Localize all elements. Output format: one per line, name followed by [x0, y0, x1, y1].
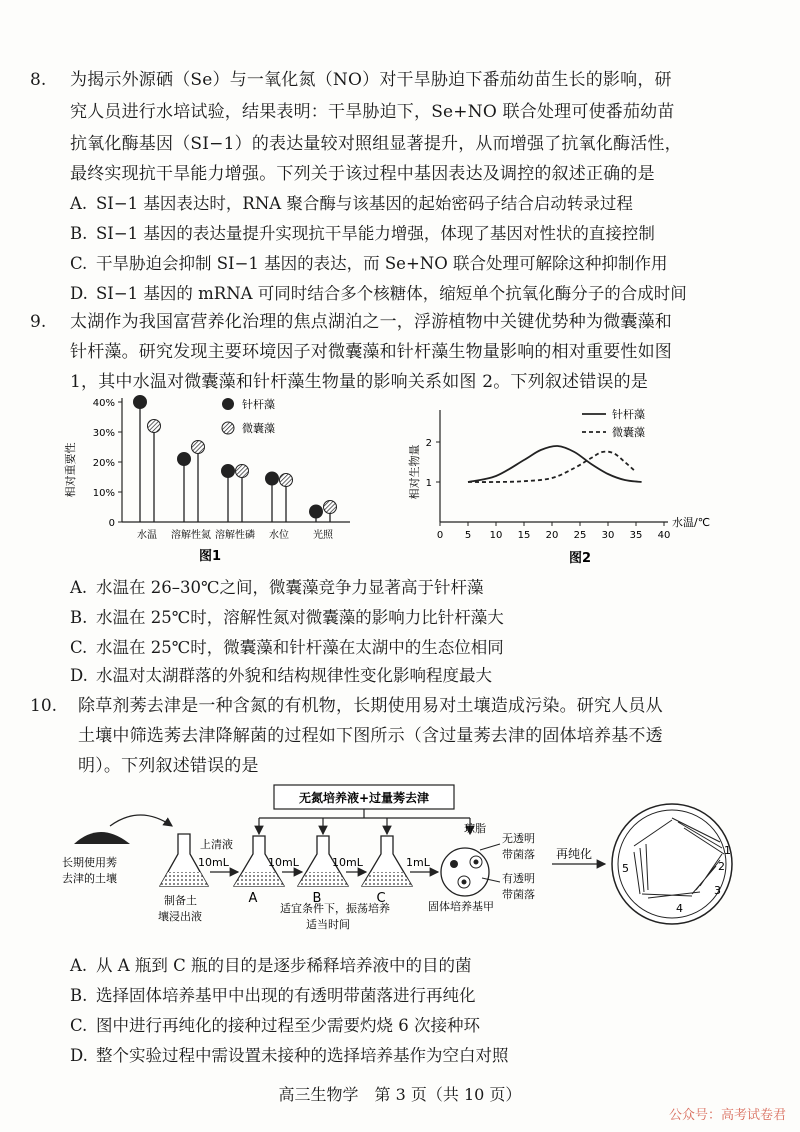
option-b — [70, 222, 655, 246]
option-d — [70, 282, 687, 306]
option-label: C. — [70, 638, 88, 657]
repurify-label: 再纯化 — [556, 847, 593, 861]
option-text: SI−1 基因的表达量提升实现抗干旱能力增强，体现了基因对性状的直接控制 — [96, 224, 655, 243]
culture-condition-label: 适宜条件下，振荡培养 — [280, 902, 390, 915]
option-text: SI−1 基因表达时，RNA 聚合酶与该基因的起始密码子结合启动转录过程 — [96, 194, 633, 213]
option-text: 选择固体培养基甲中出现的有透明带菌落进行再纯化 — [96, 986, 476, 1005]
watermark: 公众号：高考试卷君 — [668, 1108, 786, 1123]
medium-box-label: 无氮培养液+过量莠去津 — [298, 791, 430, 805]
option-c — [70, 636, 504, 660]
volume-label: 10mL — [268, 856, 299, 869]
fig1-point-weinangzao — [324, 501, 337, 514]
fig1-legend-solid-marker — [222, 398, 234, 410]
fig1-category-label: 水温 — [137, 530, 157, 541]
fig1-point-zhenganzao — [222, 465, 235, 478]
soil-pile-icon — [74, 832, 130, 844]
question-stem-line: 土壤中筛选莠去津降解菌的过程如下图所示（含过量莠去津的固体培养基不透 — [78, 726, 663, 746]
fig2-xtick-label: 5 — [464, 530, 472, 541]
streak-number: 5 — [622, 862, 629, 875]
fig2-legend-label: 微囊藻 — [612, 426, 645, 439]
culture-condition-label: 适当时间 — [306, 918, 350, 931]
volume-label: 1mL — [406, 856, 430, 869]
fig1-category-label: 溶解性磷 — [215, 530, 255, 541]
plate-callout: 无透明 — [502, 832, 535, 845]
question-number: 10. — [30, 696, 58, 716]
pointer-line — [480, 844, 500, 850]
fig2-xtick-label: 20 — [545, 530, 559, 541]
fig1-point-weinangzao — [192, 441, 205, 454]
fig1-point-weinangzao — [280, 474, 293, 487]
fig1-ylabel: 相对重要性 — [64, 442, 77, 498]
fig2-xtick-label: 35 — [629, 530, 643, 541]
option-text: 干旱胁迫会抑制 SI−1 基因的表达，而 Se+NO 联合处理可解除这种抑制作用 — [96, 254, 668, 273]
question-stem-line: 太湖作为我国富营养化治理的焦点湖泊之一，浮游植物中关键优势种为微囊藻和 — [70, 312, 672, 332]
fig1-ytick-label: 20% — [92, 458, 115, 469]
colony-no-halo — [450, 860, 458, 868]
option-b — [70, 984, 476, 1008]
fig1-ytick-label: 30% — [92, 428, 115, 439]
streak-plate — [612, 804, 732, 924]
fig2-caption: 图2 — [568, 551, 592, 566]
plate-callout: 带菌落 — [502, 848, 535, 861]
fig1-legend-label: 微囊藻 — [242, 422, 275, 435]
agar-label: 琼脂 — [464, 822, 486, 835]
fig1-point-zhenganzao — [310, 505, 323, 518]
flask-b-label: B — [312, 891, 322, 906]
question-stem-line: 针杆藻。研究发现主要环境因子对微囊藻和针杆藻生物量影响的相对重要性如图 — [70, 342, 672, 362]
page-footer: 高三生物学 第 3 页（共 10 页） — [278, 1085, 522, 1104]
question-stem-line: 最终实现抗干旱能力增强。下列关于该过程中基因表达及调控的叙述正确的是 — [70, 164, 655, 184]
option-text: SI−1 基因的 mRNA 可同时结合多个核糖体，缩短单个抗氧化酶分子的合成时间 — [96, 284, 687, 303]
option-b — [70, 606, 504, 630]
fig1-ytick-label: 40% — [92, 398, 115, 409]
fig2-xtick-label: 0 — [436, 530, 444, 541]
fig1-legend-hatched-marker — [222, 422, 234, 434]
fig2-xtick-label: 15 — [517, 530, 531, 541]
fig1-category-label: 水位 — [269, 530, 289, 541]
streak-number: 1 — [724, 844, 731, 857]
flask-liquid — [160, 872, 208, 886]
plate-callout: 有透明 — [502, 872, 535, 885]
option-text: 水温在 25℃时，微囊藻和针杆藻在太湖中的生态位相同 — [96, 638, 504, 657]
question-stem-line: 为揭示外源硒（Se）与一氧化氮（NO）对干旱胁迫下番茄幼苗生长的影响，研 — [70, 70, 672, 90]
option-a — [70, 192, 633, 216]
fig2-ytick-label: 2 — [425, 438, 432, 449]
option-a — [70, 954, 472, 978]
screening-process-diagram — [60, 782, 760, 942]
volume-label: 10mL — [198, 856, 229, 869]
option-d — [70, 664, 492, 688]
option-text: 图中进行再纯化的接种过程至少需要灼烧 6 次接种环 — [96, 1016, 480, 1035]
flask-a-label: A — [248, 891, 258, 906]
supernatant-label: 上清液 — [200, 838, 233, 851]
fig1-point-weinangzao — [148, 420, 161, 433]
option-text: 水温对太湖群落的外貌和结构规律性变化影响程度最大 — [96, 666, 492, 685]
figure-2-line-chart — [400, 400, 720, 572]
option-label: B. — [70, 608, 88, 627]
fig2-ylabel: 相对生物量 — [408, 444, 421, 500]
option-text: 水温在 26–30℃之间，微囊藻竞争力显著高于针杆藻 — [96, 578, 484, 597]
fig1-point-zhenganzao — [266, 472, 279, 485]
fig1-point-zhenganzao — [134, 396, 147, 409]
plate-callout: 带菌落 — [502, 888, 535, 901]
option-label: D. — [70, 284, 88, 303]
streak-number: 3 — [714, 884, 721, 897]
fig1-category-label: 溶解性氮 — [171, 530, 211, 541]
option-c — [70, 252, 667, 276]
fig2-xtick-label: 25 — [573, 530, 587, 541]
colony-core — [474, 860, 479, 865]
fig2-legend-label: 针杆藻 — [612, 408, 645, 421]
streak-number: 4 — [676, 902, 683, 915]
option-c — [70, 1014, 480, 1038]
option-label: A. — [70, 578, 88, 597]
option-text: 从 A 瓶到 C 瓶的目的是逐步稀释培养液中的目的菌 — [96, 956, 472, 975]
fig2-xtick-label: 30 — [601, 530, 615, 541]
solid-medium-plate — [441, 848, 489, 896]
fig1-ytick-label: 10% — [92, 488, 115, 499]
question-stem-line: 1，其中水温对微囊藻和针杆藻生物量的影响关系如图 2。下列叙述错误的是 — [70, 372, 649, 392]
fig2-xlabel: 水温/℃ — [672, 516, 711, 529]
fig2-ytick-label: 1 — [425, 478, 432, 489]
soil-label: 长期使用莠 — [62, 856, 117, 869]
option-text: 整个实验过程中需设置未接种的选择培养基作为空白对照 — [96, 1046, 509, 1065]
flask-label: 制备土 — [164, 894, 197, 907]
option-a — [70, 576, 483, 600]
option-label: C. — [70, 1016, 88, 1035]
option-label: B. — [70, 224, 88, 243]
soil-label: 去津的土壤 — [62, 872, 117, 885]
plate-label: 固体培养基甲 — [428, 900, 494, 913]
question-number: 8. — [30, 70, 47, 90]
fig2-xtick-label: 40 — [657, 530, 671, 541]
streak-number: 2 — [718, 860, 725, 873]
fig1-caption: 图1 — [198, 549, 222, 564]
fig1-legend-label: 针杆藻 — [242, 398, 275, 411]
fig1-point-weinangzao — [236, 465, 249, 478]
figure-1-lollipop-chart — [60, 392, 380, 572]
option-text: 水温在 25℃时，溶解性氮对微囊藻的影响力比针杆藻大 — [96, 608, 504, 627]
volume-label: 10mL — [332, 856, 363, 869]
option-label: B. — [70, 986, 88, 1005]
option-label: A. — [70, 194, 88, 213]
option-label: D. — [70, 666, 88, 685]
question-number: 9. — [30, 312, 47, 332]
flask-label: 壤浸出液 — [158, 910, 202, 923]
fig1-category-label: 光照 — [313, 530, 333, 541]
colony-core — [462, 880, 467, 885]
curved-arrow — [110, 815, 172, 826]
option-d — [70, 1044, 509, 1068]
question-stem-line: 明）。下列叙述错误的是 — [78, 756, 259, 776]
fig1-point-zhenganzao — [178, 453, 191, 466]
option-label: A. — [70, 956, 88, 975]
fig1-ytick-label: 0 — [108, 518, 115, 529]
option-label: C. — [70, 254, 88, 273]
option-label: D. — [70, 1046, 88, 1065]
question-stem-line: 究人员进行水培试验，结果表明：干旱胁迫下，Se+NO 联合处理可使番茄幼苗 — [70, 102, 675, 122]
fig2-xtick-label: 10 — [489, 530, 503, 541]
question-stem-line: 除草剂莠去津是一种含氮的有机物，长期使用易对土壤造成污染。研究人员从 — [78, 696, 663, 716]
question-stem-line: 抗氧化酶基因（SI−1）的表达量较对照组显著提升，从而增强了抗氧化酶活性， — [70, 134, 682, 154]
flask-c-label: C — [376, 891, 386, 906]
